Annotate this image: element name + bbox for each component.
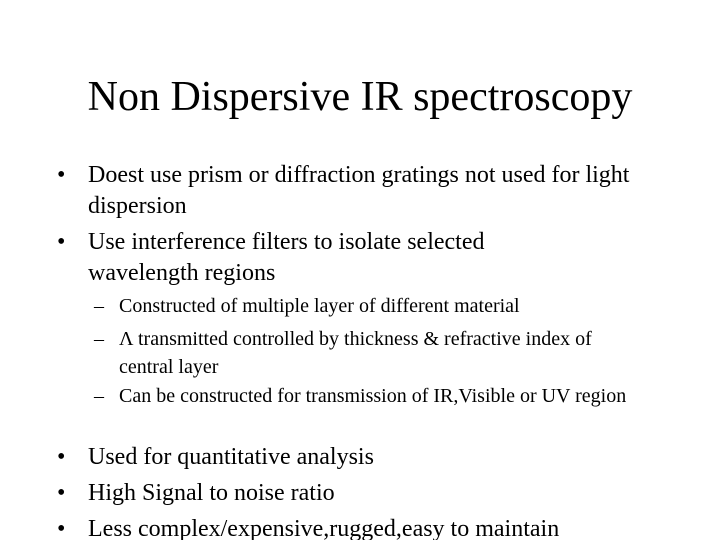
bullet-text: High Signal to noise ratio [88,480,335,506]
dash-marker: – [94,295,104,317]
list-item [57,478,657,509]
dash-marker: – [94,328,104,350]
list-item [94,325,614,381]
bullet-text: Less complex/expensive,rugged,easy to maintain [88,516,560,540]
list-item [57,160,637,222]
list-item [94,292,654,320]
sub-bullet-text: Can be constructed for transmission of IR,Visible or UV region [119,385,627,407]
sub-bullet-text: Constructed of multiple layer of different material [119,295,520,317]
slide-title: Non Dispersive IR spectroscopy [87,74,633,120]
bullet-text: Doest use prism or diffraction gratings not used for light dispersion [88,162,630,219]
list-item [57,442,657,473]
bullet-text: Used for quantitative analysis [88,444,374,470]
list-item [57,514,657,540]
bullet-marker: • [57,444,66,470]
bullet-text: Use interference filters to isolate selected wavelength regions [88,229,485,286]
sub-bullet-text: Λ transmitted controlled by thickness & refractive index of central layer [119,328,592,378]
bullet-marker: • [57,516,66,540]
list-item [94,382,634,410]
list-item [57,227,577,289]
bullet-marker: • [57,162,66,188]
dash-marker: – [94,385,104,407]
bullet-marker: • [57,480,66,506]
bullet-marker: • [57,229,66,255]
